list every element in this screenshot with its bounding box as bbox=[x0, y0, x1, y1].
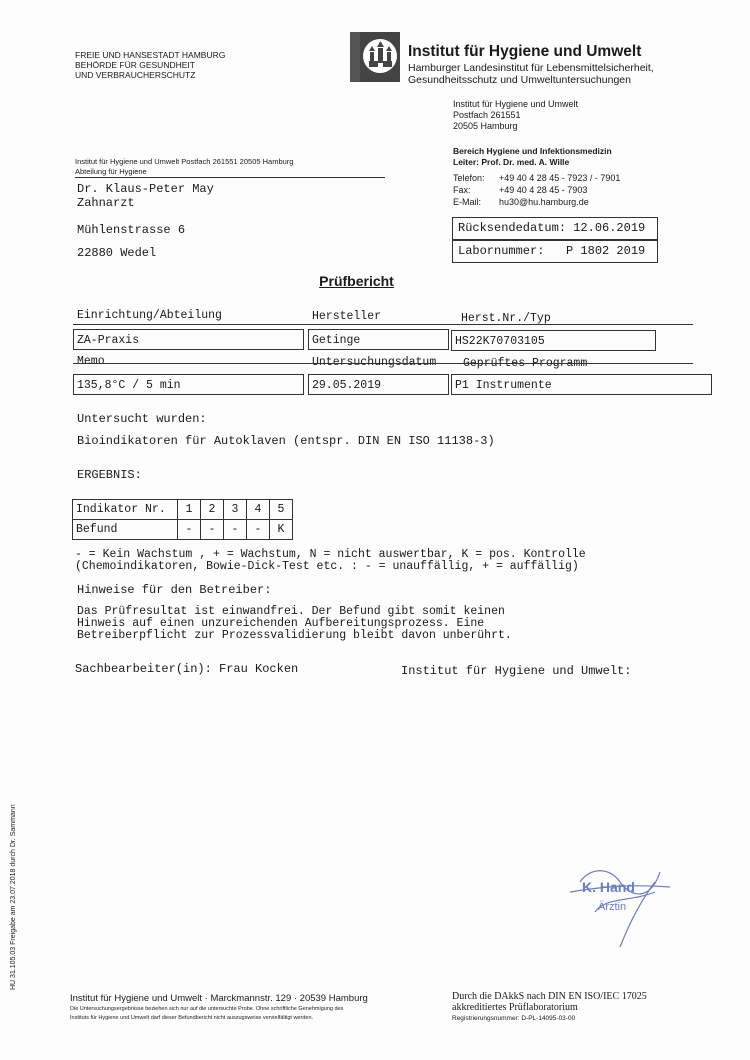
contact-phone: Telefon: +49 40 4 28 45 - 7923 / - 7901 bbox=[453, 173, 621, 183]
indicator-number: 3 bbox=[224, 500, 247, 520]
footer-address bbox=[70, 993, 368, 1021]
einrichtung-label: Einrichtung/Abteilung bbox=[77, 309, 222, 322]
recipient-title: Zahnarzt bbox=[77, 195, 135, 210]
department-name: Bereich Hygiene und Infektionsmedizin bbox=[453, 146, 612, 156]
sender-department: Abteilung für Hygiene bbox=[75, 167, 147, 176]
authority-line: BEHÖRDE FÜR GESUNDHEIT bbox=[75, 60, 195, 70]
department-head: Leiter: Prof. Dr. med. A. Wille bbox=[453, 156, 570, 167]
befund-result: - bbox=[247, 520, 270, 540]
datum-field: 29.05.2019 bbox=[308, 374, 449, 395]
befund-result: - bbox=[201, 520, 224, 540]
stamp-title: Ärztin bbox=[598, 901, 627, 913]
hinweise-text bbox=[77, 606, 512, 642]
indicator-number: 5 bbox=[270, 500, 293, 520]
recipient-name: Dr. Klaus-Peter May bbox=[77, 182, 214, 196]
indicator-number-label: Indikator Nr. bbox=[73, 500, 178, 520]
footer-address-line: Institut für Hygiene und Umwelt · Marckmannstr. 129 · 20539 Hamburg bbox=[70, 993, 368, 1004]
indicator-table bbox=[72, 499, 293, 540]
stamp-name: K. Hand bbox=[582, 879, 635, 895]
indicator-number: 1 bbox=[178, 500, 201, 520]
authority-line: UND VERBRAUCHERSCHUTZ bbox=[75, 70, 196, 80]
befund-result: K bbox=[270, 520, 293, 540]
befund-label: Befund bbox=[73, 520, 178, 540]
signature-stamp bbox=[560, 862, 680, 952]
contact-block bbox=[453, 172, 620, 208]
lab-number-box: Labornummer: P 1802 2019 bbox=[452, 240, 658, 263]
hinweise-label: Hinweise für den Betreiber: bbox=[77, 583, 272, 597]
indicator-number: 4 bbox=[247, 500, 270, 520]
header-rule bbox=[73, 324, 693, 325]
ergebnis-label: ERGEBNIS: bbox=[77, 468, 142, 482]
sender-line bbox=[75, 157, 385, 178]
contact-email: E-Mail: hu30@hu.hamburg.de bbox=[453, 197, 589, 207]
return-date-box: Rücksendedatum: 12.06.2019 bbox=[452, 217, 658, 240]
authority-line: FREIE UND HANSESTADT HAMBURG bbox=[75, 50, 226, 60]
recipient-address bbox=[77, 183, 214, 260]
report-title: Prüfbericht bbox=[319, 273, 394, 289]
accreditation-line: akkreditiertes Prüflaboratorium bbox=[452, 1002, 578, 1013]
accreditation-line: Durch die DAkkS nach DIN EN ISO/IEC 17025 bbox=[452, 991, 647, 1002]
table-row bbox=[73, 500, 293, 520]
header-rule bbox=[73, 363, 693, 364]
authority-header bbox=[75, 50, 225, 80]
institute-subtitle-line: Hamburger Landesinstitut für Lebensmittelsicherheit, bbox=[408, 62, 654, 74]
programm-label: Geprüftes Programm bbox=[463, 357, 588, 370]
sachbearbeiter: Sachbearbeiter(in): Frau Kocken bbox=[75, 662, 299, 676]
result-legend bbox=[75, 549, 586, 573]
address-line: 20505 Hamburg bbox=[453, 121, 518, 131]
institute-signature-label: Institut für Hygiene und Umwelt: bbox=[401, 664, 632, 678]
recipient-city: 22880 Wedel bbox=[77, 245, 157, 260]
einrichtung-field: ZA-Praxis bbox=[73, 329, 304, 350]
sender-address: Institut für Hygiene und Umwelt Postfach 261551 20505 Hamburg bbox=[75, 157, 294, 166]
institute-address bbox=[453, 99, 578, 132]
vertical-release-note: HU 31.105.03 Freigabe am 23.07.2018 durch Dr. Sammann bbox=[10, 804, 17, 990]
hersteller-label: Hersteller bbox=[312, 310, 382, 323]
befund-result: - bbox=[224, 520, 247, 540]
untersucht-text: Bioindikatoren für Autoklaven (entspr. DIN EN ISO 11138-3) bbox=[77, 434, 495, 448]
hersteller-field: Getinge bbox=[308, 329, 449, 350]
programm-field: P1 Instrumente bbox=[451, 374, 712, 395]
department-info bbox=[453, 146, 612, 167]
hinweise-line: Betreiberpflicht zur Prozessvalidierung bleibt davon unberührt. bbox=[77, 629, 512, 642]
table-row bbox=[73, 520, 293, 540]
institute-title: Institut für Hygiene und Umwelt bbox=[408, 43, 642, 60]
datum-label: Untersuchungsdatum bbox=[312, 356, 437, 369]
untersucht-label: Untersucht wurden: bbox=[77, 412, 207, 426]
hinweise-line: Hinweis auf einen unzureichenden Aufbereitungsprozess. Eine bbox=[77, 617, 485, 630]
legend-line: - = Kein Wachstum , + = Wachstum, N = nicht auswertbar, K = pos. Kontrolle bbox=[75, 548, 586, 561]
footer-accreditation bbox=[452, 991, 647, 1024]
registration-number: Registrierungsnummer: D-PL-14095-03-00 bbox=[452, 1015, 576, 1022]
memo-field: 135,8°C / 5 min bbox=[73, 374, 304, 395]
address-line: Postfach 261551 bbox=[453, 110, 521, 120]
indicator-number: 2 bbox=[201, 500, 224, 520]
institute-subtitle bbox=[408, 62, 654, 86]
institute-subtitle-line: Gesundheitsschutz und Umweltuntersuchungen bbox=[408, 74, 631, 86]
address-line: Institut für Hygiene und Umwelt bbox=[453, 99, 579, 109]
memo-label: Memo bbox=[77, 355, 105, 368]
hinweise-line: Das Prüfresultat ist einwandfrei. Der Befund gibt somit keinen bbox=[77, 605, 505, 618]
footer-disclaimer: Instituts für Hygiene und Umwelt darf dieser Befundbericht nicht auszugsweise vervielfältigt werden. bbox=[70, 1014, 314, 1021]
hamburg-logo-icon bbox=[350, 32, 400, 82]
contact-fax: Fax: +49 40 4 28 45 - 7903 bbox=[453, 185, 588, 195]
legend-line: (Chemoindikatoren, Bowie-Dick-Test etc. : - = unauffällig, + = auffällig) bbox=[75, 560, 579, 573]
footer-disclaimer: Die Untersuchungsergebnisse beziehen sich nur auf die untersuchte Probe. Ohne schriftliche Genehmigung des bbox=[70, 1006, 344, 1012]
herst-nr-field: HS22K70703105 bbox=[451, 330, 656, 351]
herst-nr-label: Herst.Nr./Typ bbox=[461, 312, 551, 325]
recipient-street: Mühlenstrasse 6 bbox=[77, 223, 186, 237]
befund-result: - bbox=[178, 520, 201, 540]
